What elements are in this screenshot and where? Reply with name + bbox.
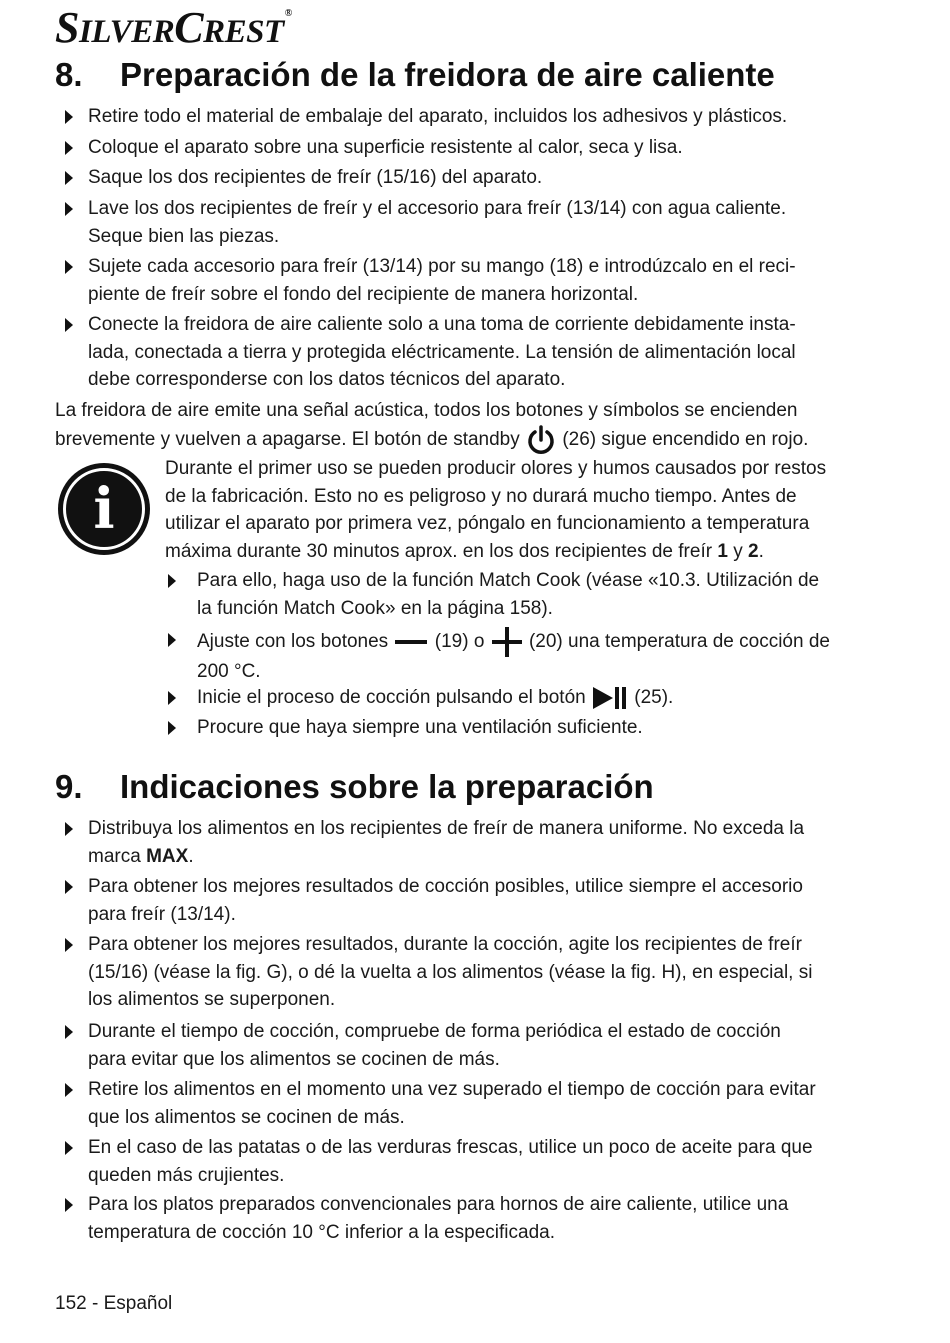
minus-icon	[393, 631, 429, 653]
bullet-arrow-icon	[65, 1025, 73, 1039]
bullet-arrow-icon	[65, 1141, 73, 1155]
bullet-arrow-icon	[65, 1198, 73, 1212]
list-item: Ajuste con los botones (19) o (20) una temperatura de cocción de 200 °C.	[197, 626, 830, 686]
section-9-heading: 9. Indicaciones sobre la preparación	[55, 768, 654, 805]
list-item: Procure que haya siempre una ventilación suficiente.	[197, 717, 643, 738]
bullet-arrow-icon	[168, 633, 176, 647]
page-number: 152 - Español	[55, 1293, 173, 1314]
list-item: Conecte la freidora de aire caliente solo a una toma de corriente debidamente insta- lada, conectada a tierra y protegida eléctricamente. La tensión de alimentación local debe corresponderse con los datos técnicos del aparato.	[88, 314, 796, 390]
bullet-arrow-icon	[65, 318, 73, 332]
standby-paragraph: La freidora de aire emite una señal acústica, todos los botones y símbolos se encienden brevemente y vuelven a apagarse. El botón de standby (26) sigue encendido en rojo.	[55, 397, 808, 455]
list-item: En el caso de las patatas o de las verduras frescas, utilice un poco de aceite para que queden más crujientes.	[88, 1137, 813, 1186]
play-pause-icon	[591, 685, 629, 711]
list-item: Saque los dos recipientes de freír (15/16) del aparato.	[88, 167, 543, 188]
bullet-arrow-icon	[168, 721, 176, 735]
info-note: Durante el primer uso se pueden producir olores y humos causados por restos de la fabricación. Esto no es peligroso y no durará mucho tiempo. Antes de utilizar el aparato por primera vez, póngalo en funcionamiento a temperatura máxima durante 30 minutos aprox. en los dos recipientes de freír 1 y 2.	[165, 458, 827, 562]
list-item: Durante el tiempo de cocción, compruebe de forma periódica el estado de cocción para evitar que los alimentos se cocinen de más.	[88, 1021, 781, 1070]
list-item: Retire todo el material de embalaje del aparato, incluidos los adhesivos y plásticos.	[88, 106, 788, 127]
bullet-arrow-icon	[65, 260, 73, 274]
bullet-arrow-icon	[65, 110, 73, 124]
brand-logo: SILVERCREST®	[55, 3, 292, 52]
info-icon: i	[58, 463, 150, 555]
list-item: Para los platos preparados convencionales para hornos de aire caliente, utilice una temperatura de cocción 10 °C inferior a la especificada.	[88, 1194, 789, 1243]
list-item: Retire los alimentos en el momento una vez superado el tiempo de cocción para evitar que los alimentos se cocinen de más.	[88, 1079, 816, 1128]
list-item: Para obtener los mejores resultados de cocción posibles, utilice siempre el accesorio para freír (13/14).	[88, 876, 803, 925]
bullet-arrow-icon	[168, 574, 176, 588]
bullet-arrow-icon	[65, 938, 73, 952]
list-item: Lave los dos recipientes de freír y el accesorio para freír (13/14) con agua caliente. Seque bien las piezas.	[88, 198, 787, 247]
list-item: Distribuya los alimentos en los recipientes de freír de manera uniforme. No exceda la marca MAX.	[88, 818, 805, 867]
bullet-arrow-icon	[65, 822, 73, 836]
bullet-arrow-icon	[65, 141, 73, 155]
list-item: Para ello, haga uso de la función Match Cook (véase «10.3. Utilización de la función Match Cook» en la página 158).	[197, 570, 820, 619]
bullet-arrow-icon	[65, 171, 73, 185]
plus-icon	[490, 626, 524, 658]
bullet-arrow-icon	[65, 880, 73, 894]
list-item: Coloque el aparato sobre una superficie resistente al calor, seca y lisa.	[88, 137, 683, 158]
power-standby-icon	[525, 425, 557, 455]
bullet-arrow-icon	[65, 202, 73, 216]
bullet-arrow-icon	[65, 1083, 73, 1097]
list-item: Sujete cada accesorio para freír (13/14) por su mango (18) e introdúzcalo en el reci- piente de freír sobre el fondo del recipiente de manera horizontal.	[88, 256, 796, 305]
bullet-arrow-icon	[168, 691, 176, 705]
section-8-heading: 8. Preparación de la freidora de aire caliente	[55, 56, 775, 93]
list-item: Para obtener los mejores resultados, durante la cocción, agite los recipientes de freír (15/16) (véase la fig. G), o dé la vuelta a los alimentos (véase la fig. H), en especial, si los alimentos se superponen.	[88, 934, 813, 1010]
list-item: Inicie el proceso de cocción pulsando el botón (25).	[197, 684, 673, 712]
